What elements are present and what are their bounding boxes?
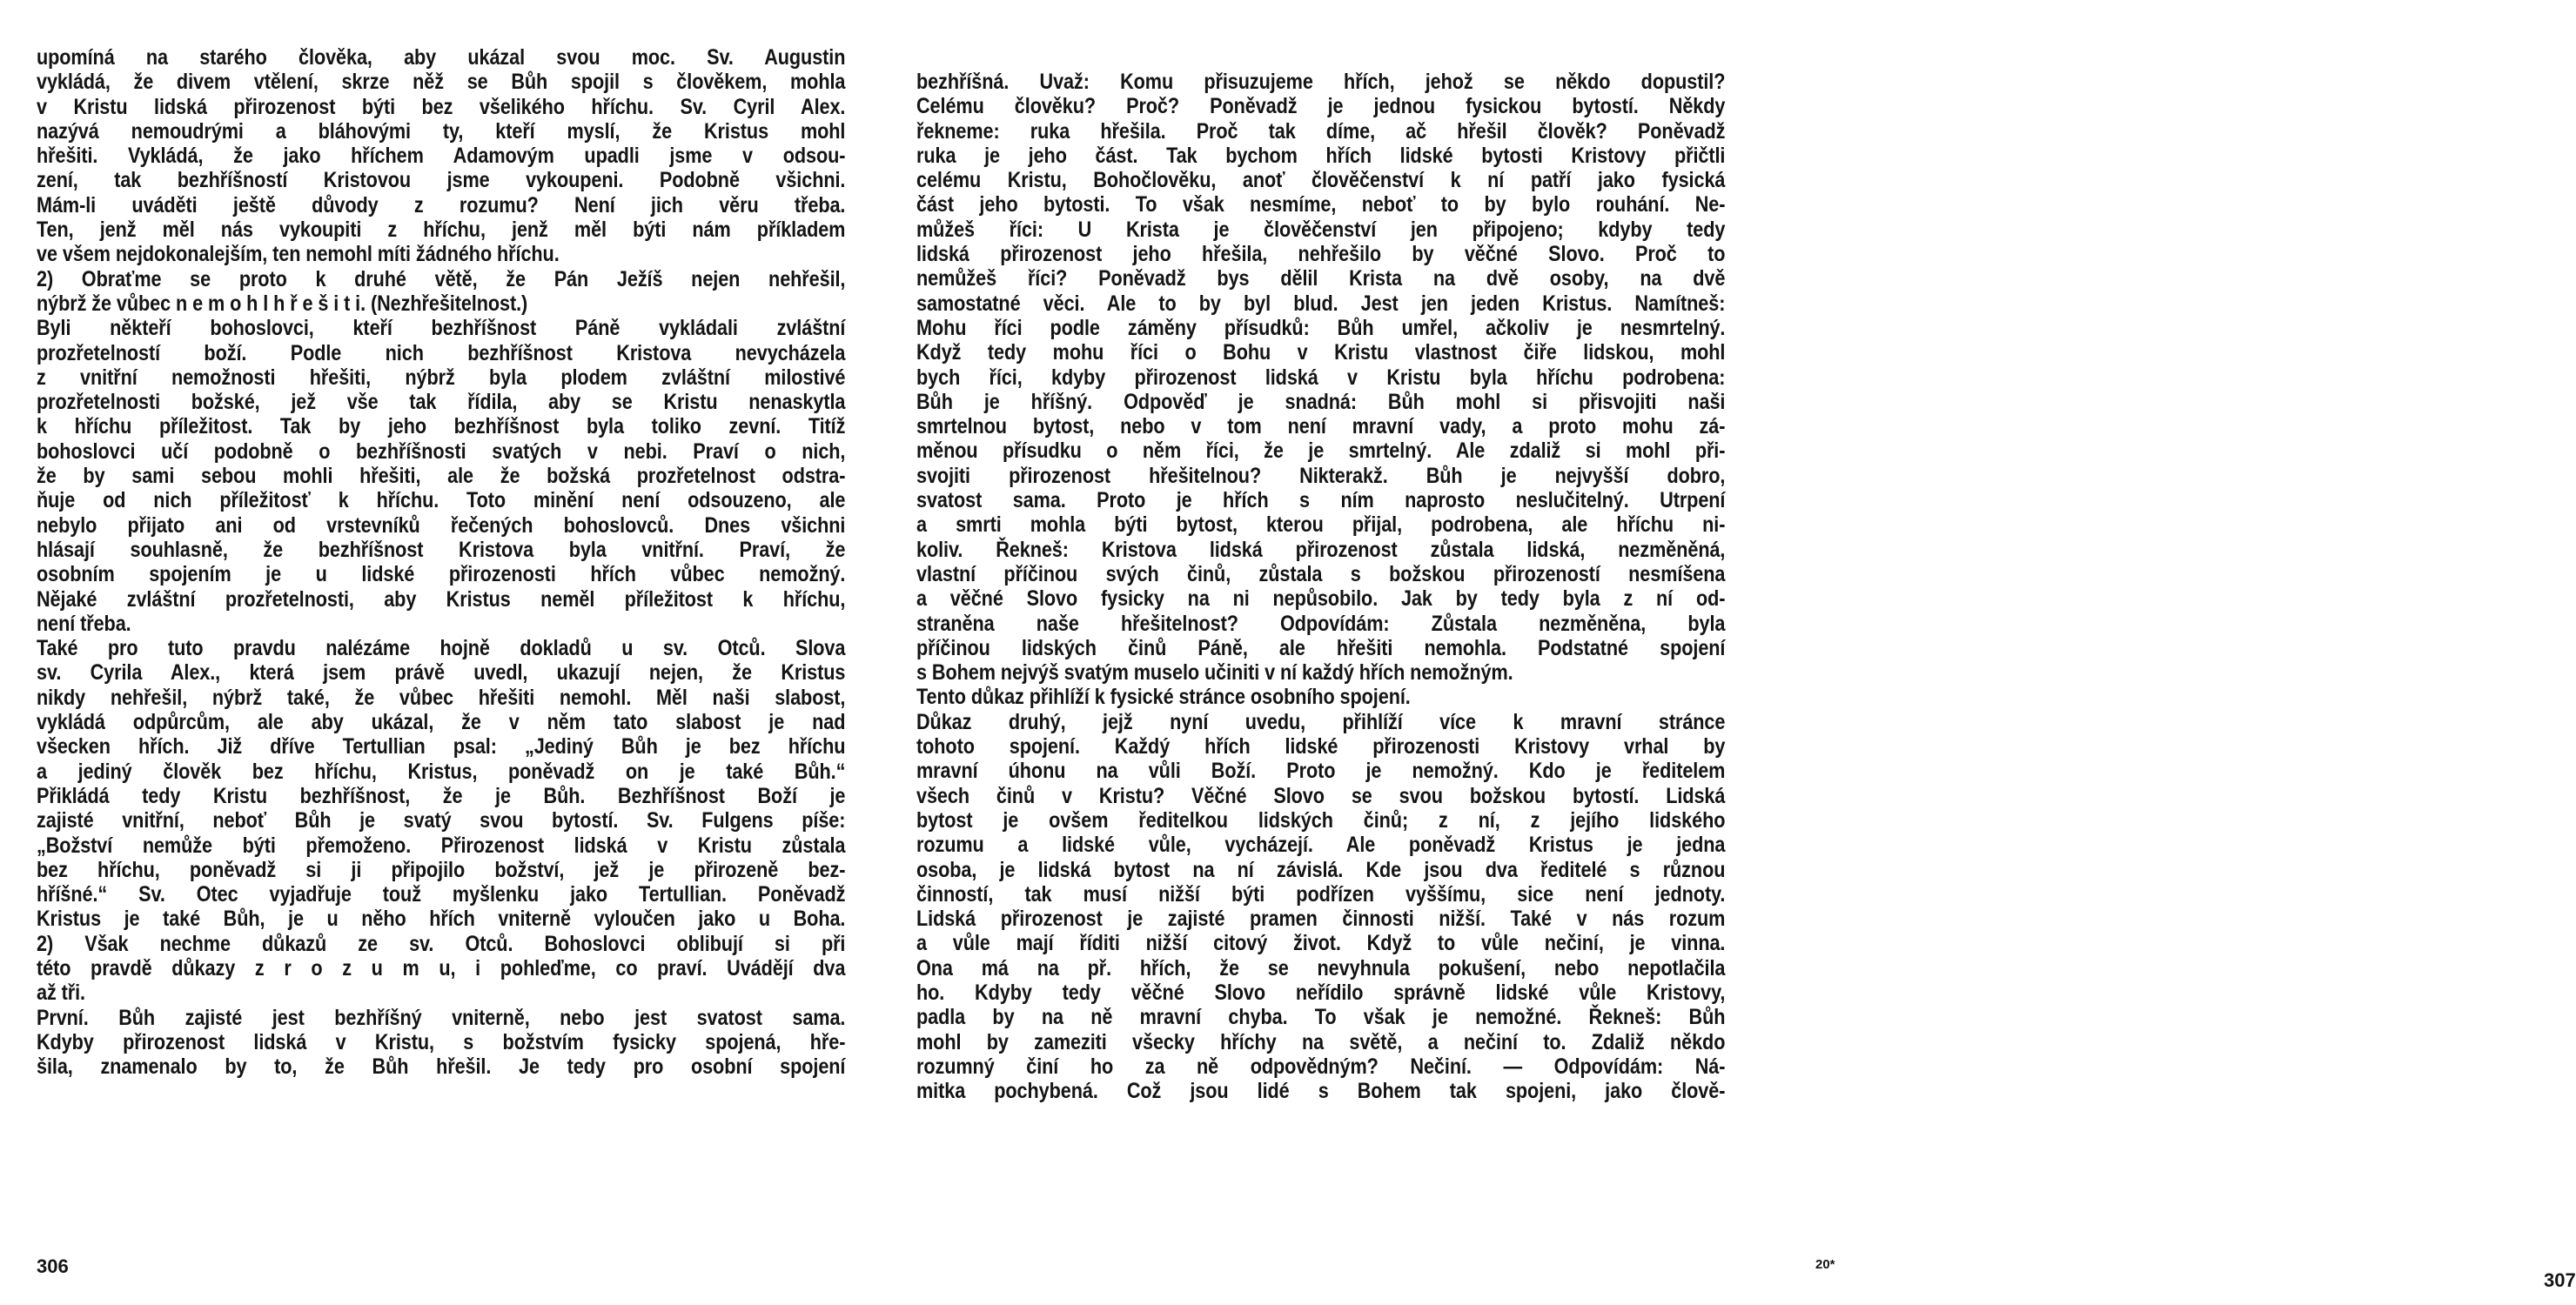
- text-line: vlastní příčinou svých činů, zůstala s božskou přirozeností nesmíšena: [916, 561, 1726, 586]
- text-line: osoba, je lidská bytost na ní závislá. Kde jsou dva ředitelé s různou: [916, 857, 1726, 882]
- text-line: měnou přísudku o něm říci, že je smrtelný. Ale zdaliž si mohl při-: [916, 438, 1726, 464]
- text-line: této pravdě důkazy z r o z u m u, i pohleďme, co praví. Uvádějí dva: [37, 955, 846, 980]
- text-line: nazývá nemoudrými a bláhovými ty, kteří myslí, že Kristus mohl: [37, 118, 846, 144]
- text-line: „Božství nemůže býti přemoženo. Přirozenost lidská v Kristu zůstala: [37, 833, 846, 858]
- text-line: bytost je ovšem ředitelkou lidských činů; z ní, z jejího lidského: [916, 807, 1726, 833]
- text-line: Nějaké zvláštní prozřetelnosti, aby Kristus neměl příležitost k hříchu,: [37, 586, 846, 612]
- text-line: Důkaz druhý, jejž nyní uvedu, přihlíží více k mravní stránce: [916, 709, 1726, 734]
- text-line: Ten, jenž měl nás vykoupiti z hříchu, jenž měl býti nám příkladem: [37, 218, 846, 243]
- text-line: tohoto spojení. Každý hřích lidské přirozenosti Kristovy vrhal by: [916, 734, 1726, 760]
- text-line: vykládá, že divem vtělení, skrze něž se Bůh spojil s člověkem, mohla: [37, 70, 846, 95]
- text-line: mitka pochybená. Což jsou lidé s Bohem tak spojeni, jako člově-: [916, 1079, 1726, 1104]
- text-line: Přikládá tedy Kristu bezhříšnost, že je Bůh. Bezhříšnost Boží je: [37, 783, 846, 808]
- text-line: nemůžeš říci? Poněvadž bys dělil Krista na dvě osoby, na dvě: [916, 266, 1726, 291]
- text-line: rozumu a lidské vůle, vycházejí. Ale poněvadž Kristus je jedna: [916, 833, 1726, 858]
- text-line: Lidská přirozenost je zajisté pramen činnosti nižší. Také v nás rozum: [916, 907, 1726, 932]
- text-line: hříšné.“ Sv. Otec vyjadřuje touž myšlenku jako Tertullian. Poněvadž: [37, 882, 846, 907]
- text-line: prozřetelnosti božské, jež vše tak řídila, aby se Kristu nenaskytla: [37, 390, 846, 415]
- text-line: Mám-li uváděti ještě důvody z rozumu? Není jich věru třeba.: [37, 192, 846, 218]
- text-line: nýbrž že vůbec n e m o h l h ř e š i t i. (Nezhřešitelnost.): [37, 291, 528, 316]
- left-page: [0, 0, 873, 1305]
- text-line: nikdy nehřešil, nýbrž také, že vůbec hřešiti nemohl. Měl naši slabost,: [37, 685, 846, 710]
- text-line: Byli někteří bohoslovci, kteří bezhříšnost Páně vykládali zvláštní: [37, 316, 846, 341]
- text-line: bohoslovci učí podobně o bezhříšnosti svatých v nebi. Praví o nich,: [37, 438, 846, 464]
- text-line: svojiti přirozenost hřešitelnou? Nikterakž. Bůh je nejvyšší dobro,: [916, 463, 1726, 488]
- right-page: [873, 0, 2576, 1305]
- text-line: a smrti mohla býti bytost, kterou přijal, podrobena, ale hříchu ni-: [916, 512, 1726, 538]
- signature-mark: 20*: [1815, 1257, 1835, 1272]
- text-line: a věčné Slovo fysicky na ni nepůsobilo. Jak by tedy byla z ní od-: [916, 586, 1726, 612]
- text-line: hlásají souhlasně, že bezhříšnost Kristova byla vnitřní. Praví, že: [37, 537, 846, 562]
- text-line: řekneme: ruka hřešila. Proč tak díme, ač hřešil člověk? Poněvadž: [916, 118, 1726, 144]
- text-line: ve všem nejdokonalejším, ten nemohl míti žádného hříchu.: [37, 242, 560, 267]
- text-line: a vůle mají říditi nižší citový život. Když to vůle nečiní, je vinna.: [916, 931, 1726, 956]
- text-line: šila, znamenalo by to, že Bůh hřešil. Je tedy pro osobní spojení: [37, 1054, 846, 1080]
- left-text-column: [37, 45, 846, 1079]
- text-line: vykládá odpůrcům, ale aby ukázal, že v něm tato slabost je nad: [37, 710, 846, 735]
- text-line: mohl by zameziti všecky hříchy na světě, a nečiní to. Zdaliž někdo: [916, 1029, 1726, 1054]
- text-line: s Bohem nejvýš svatým muselo učiniti v ní každý hřích nemožným.: [916, 660, 1513, 686]
- text-line: samostatné věci. Ale to by byl blud. Jest jen jeden Kristus. Namítneš:: [916, 291, 1726, 316]
- text-line: svatost sama. Proto je hřích s ním naprosto neslučitelný. Utrpení: [916, 488, 1726, 513]
- text-line: ňuje od nich příležitosť k hříchu. Toto minění není odsouzeno, ale: [37, 488, 846, 513]
- text-line: Bůh je hříšný. Odpověď je snadná: Bůh mohl si přisvojiti naši: [916, 389, 1726, 414]
- text-line: koliv. Řekneš: Kristova lidská přirozenost zůstala lidská, nezměněná,: [916, 537, 1726, 562]
- text-line: Ona má na př. hřích, že se nevyhnula pokušení, nebo nepotlačila: [916, 955, 1726, 980]
- text-line: činností, tak musí nižší býti podřízen vyššímu, sice není jednoty.: [916, 881, 1726, 907]
- page-number: 307: [2544, 1269, 2576, 1291]
- text-line: padla by na ně mravní chyba. To však je nemožné. Řekneš: Bůh: [916, 1005, 1726, 1030]
- text-line: prozřetelností boží. Podle nich bezhříšnost Kristova nevycházela: [37, 340, 846, 365]
- text-line: zajisté vnitřní, neboť Bůh je svatý svou bytostí. Sv. Fulgens píše:: [37, 808, 846, 833]
- text-line: bych říci, kdyby přirozenost lidská v Kristu byla hříchu podrobena:: [916, 365, 1726, 390]
- right-text-column: [916, 70, 1726, 1103]
- text-line: až tři.: [37, 980, 85, 1006]
- text-line: a jediný člověk bez hříchu, Kristus, poněvadž on je také Bůh.“: [37, 759, 846, 784]
- text-line: straněna naše hřešitelnost? Odpovídám: Zůstala nezměněna, byla: [916, 611, 1726, 636]
- text-line: sv. Cyrila Alex., která jsem právě uvedl, ukazují nejen, že Kristus: [37, 660, 846, 686]
- text-line: příčinou lidských činů Páně, ale hřešiti nemohla. Podstatné spojení: [916, 635, 1726, 660]
- text-line: můžeš říci: U Krista je člověčenství jen připojeno; kdyby tedy: [916, 217, 1726, 242]
- text-line: mravní úhonu na vůli Boží. Proto je nemožný. Kdo je ředitelem: [916, 759, 1726, 784]
- text-line: Také pro tuto pravdu nalézáme hojně dokladů u sv. Otců. Slova: [37, 636, 846, 661]
- text-line: ruka je jeho část. Tak bychom hřích lidské bytosti Kristovy přičtli: [916, 143, 1726, 168]
- text-line: upomíná na starého člověka, aby ukázal svou moc. Sv. Augustin: [37, 45, 846, 70]
- text-line: Celému člověku? Proč? Poněvadž je jednou fysickou bytostí. Někdy: [916, 94, 1726, 119]
- text-line: že by sami sebou mohli hřešiti, ale že božská prozřetelnost odstra-: [37, 464, 846, 489]
- page-number: 306: [37, 1255, 69, 1277]
- text-line: rozumný činí ho za ně odpovědným? Nečiní. — Odpovídám: Ná-: [916, 1054, 1726, 1079]
- text-line: První. Bůh zajisté jest bezhříšný vniterně, nebo jest svatost sama.: [37, 1005, 846, 1030]
- text-line: Tento důkaz přihlíží k fysické stránce osobního spojení.: [916, 685, 1411, 710]
- text-line: Když tedy mohu říci o Bohu v Kristu vlastnost čiře lidskou, mohl: [916, 340, 1726, 365]
- text-line: všecken hřích. Již dříve Tertullian psal: „Jediný Bůh je bez hříchu: [37, 734, 846, 760]
- text-line: všech činů v Kristu? Věčné Slovo se svou božskou bytostí. Lidská: [916, 783, 1726, 808]
- text-line: hřešiti. Vykládá, že jako hříchem Adamovým upadli jsme v odsou-: [37, 144, 846, 169]
- text-line: 2) Obraťme se proto k druhé větě, že Pán Ježíš nejen nehřešil,: [37, 266, 846, 291]
- text-line: nebylo přijato ani od vrstevníků řečených bohoslovců. Dnes všichni: [37, 512, 846, 538]
- text-line: 2) Však nechme důkazů ze sv. Otců. Bohoslovci oblibují si při: [37, 931, 846, 956]
- text-line: Mohu říci podle záměny přísudků: Bůh umřel, ačkoliv je nesmrtelný.: [916, 315, 1726, 340]
- text-line: není třeba.: [37, 611, 131, 636]
- text-line: ho. Kdyby tedy věčné Slovo neřídilo správně lidské vůle Kristovy,: [916, 980, 1726, 1005]
- text-line: celému Kristu, Bohočlověku, anoť člověčenství k ní patří jako fysická: [916, 168, 1726, 193]
- text-line: část jeho bytosti. To však nesmíme, neboť to by bylo rouhání. Ne-: [916, 192, 1726, 218]
- text-line: lidská přirozenost jeho hřešila, nehřešilo by věčné Slovo. Proč to: [916, 242, 1726, 267]
- text-line: k hříchu příležitost. Tak by jeho bezhříšnost byla toliko zevní. Titíž: [37, 414, 846, 439]
- text-line: Kdyby přirozenost lidská v Kristu, s božstvím fysicky spojená, hře-: [37, 1029, 846, 1054]
- text-line: bezhříšná. Uvaž: Komu přisuzujeme hřích, jehož se někdo dopustil?: [916, 70, 1726, 94]
- text-line: smrtelnou bytost, nebo v tom není mravní vady, a proto mohu zá-: [916, 414, 1726, 439]
- text-line: bez hříchu, poněvadž si ji připojilo božství, jež je přirozeně bez-: [37, 857, 846, 882]
- text-line: Kristus je také Bůh, je u něho hřích vniterně vyloučen jako u Boha.: [37, 907, 846, 932]
- text-line: v Kristu lidská přirozenost býti bez všelikého hříchu. Sv. Cyril Alex.: [37, 94, 846, 119]
- text-line: z vnitřní nemožnosti hřešiti, nýbrž byla plodem zvláštní milostivé: [37, 365, 846, 390]
- text-line: zení, tak bezhříšností Kristovou jsme vykoupeni. Podobně všichni.: [37, 168, 846, 193]
- text-line: osobním spojením je u lidské přirozenosti hřích vůbec nemožný.: [37, 562, 846, 587]
